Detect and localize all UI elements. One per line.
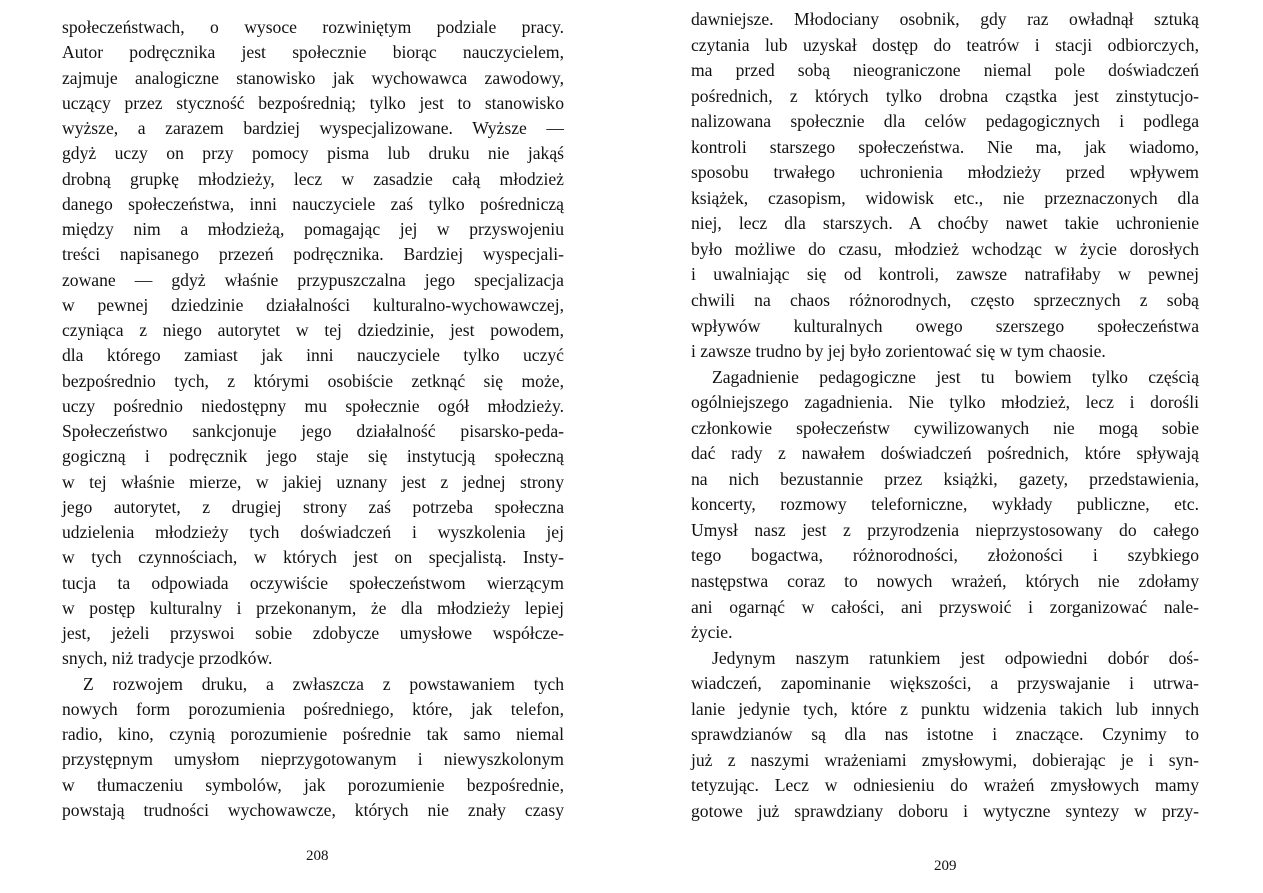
paragraph — [691, 365, 1199, 646]
text-line: uczący przez styczność bezpośrednią; tylko jest to stanowisko — [62, 92, 564, 113]
text-line: Zagadnienie pedagogiczne jest tu bowiem tylko częścią — [712, 366, 1199, 387]
text-line: książek, czasopism, widowisk etc., nie przeznaczonych dla — [691, 187, 1199, 208]
text-line: i uwalniając się od kontroli, zawsze natrafiłaby w pewnej — [691, 264, 1199, 285]
right-page-text — [691, 7, 1199, 825]
text-line: dawniejsze. Młodociany osobnik, gdy raz owładnął sztuką — [691, 9, 1199, 29]
text-line: udzielenia młodzieży tych doświadczeń i wyszkolenia jej — [62, 522, 564, 542]
text-line: lanie jedynie tych, które z punktu widzenia takich lub innych — [691, 698, 1199, 719]
text-line: wpływów kulturalnych owego szerszego społeczeństwa — [691, 315, 1199, 336]
text-line: czytania lub uzyskał dostęp do teatrów i stacji odbiorczych, — [691, 34, 1199, 55]
text-line: gdyż uczy on przy pomocy pisma lub druku nie jakąś — [62, 143, 564, 164]
text-line: już z naszymi wrażeniami zmysłowymi, dobierając je i syn- — [691, 749, 1199, 770]
text-line: ogólniejszego zagadnienia. Nie tylko młodzież, lecz i dorośli — [691, 392, 1199, 413]
text-line: czyniąca z niego autorytet w tej dziedzinie, jest powodem, — [62, 320, 564, 340]
text-line: życie. — [691, 622, 733, 643]
text-line: Umysł nasz jest z przyrodzenia nieprzystosowany do całego — [691, 519, 1199, 540]
text-line: w postęp kulturalny i przekonanym, że dla młodzieży lepiej — [62, 597, 564, 618]
text-line: w pewnej dziedzinie działalności kulturalno-wychowawczej, — [62, 294, 564, 315]
text-line: powstają trudności wychowawcze, których nie znały czasy — [62, 799, 564, 820]
text-line: wyższe, a zarazem bardziej wyspecjalizowane. Wyższe — — [62, 118, 564, 138]
text-line: gotowe już sprawdziany doboru i wytyczne syntezy w przy- — [691, 800, 1199, 821]
text-line: chwili na chaos różnorodnych, często sprzecznych z sobą — [691, 290, 1199, 311]
text-line: Jedynym naszym ratunkiem jest odpowiedni dobór doś- — [712, 647, 1199, 668]
text-line: wiadczeń, zapominanie większości, a przyswajanie i utrwa- — [691, 673, 1199, 694]
text-line: społeczeństwach, o wysoce rozwiniętym podziale pracy. — [62, 17, 564, 37]
left-page-text — [62, 15, 564, 823]
text-line: w tłumaczeniu symbolów, jak porozumienie bezpośrednie, — [62, 774, 564, 795]
text-line: Z rozwojem druku, a zwłaszcza z powstawaniem tych — [83, 673, 564, 694]
text-line: pośrednich, z których tylko drobna cząstka jest zinstytucjo- — [691, 85, 1199, 106]
text-line: nowych form porozumienia pośredniego, które, jak telefon, — [62, 698, 564, 719]
text-line: i zawsze trudno by jej było zorientować się w tym chaosie. — [691, 341, 1106, 362]
text-line: bezpośrednio tych, z którymi osobiście zetknąć się może, — [62, 370, 564, 391]
page-number-right: 209 — [934, 858, 957, 874]
text-line: treści napisanego przezeń podręcznika. Bardziej wyspecjali- — [62, 244, 564, 265]
text-line: jest, jeżeli przyswoi sobie zdobycze umysłowe współcze- — [62, 623, 564, 643]
text-line: uczy pośrednio niedostępny mu społecznie ogół młodzieży. — [62, 395, 564, 416]
text-line: następstwa coraz to nowych wrażeń, których nie zdołamy — [691, 571, 1199, 592]
text-line: przystępnym umysłom nieprzygotowanym i niewyszkolonym — [62, 749, 564, 770]
text-line: dać rady z nawałem doświadczeń pośrednich, które spływają — [691, 443, 1199, 464]
text-line: ma przed sobą nieograniczone niemal pole doświadczeń — [691, 60, 1199, 81]
text-line: danego społeczeństwa, inni nauczyciele zaś tylko pośredniczą — [62, 193, 564, 214]
text-line: tetyzując. Lecz w odniesieniu do wrażeń zmysłowych mamy — [691, 775, 1199, 796]
text-line: sprawdzianów są dla nas istotne i znaczące. Czynimy to — [691, 724, 1199, 745]
text-line: członkowie społeczeństw cywilizowanych nie mogą sobie — [691, 417, 1199, 438]
text-line: niej, lecz dla starszych. A choćby nawet takie uchronienie — [691, 213, 1199, 234]
text-line: między nim a młodzieżą, pomagając jej w przyswojeniu — [62, 219, 564, 239]
text-line: jego autorytet, z drugiej strony zaś potrzeba społeczna — [62, 496, 564, 517]
text-line: koncerty, rozmowy teleforniczne, wykłady publiczne, etc. — [691, 494, 1199, 515]
text-line: snych, niż tradycje przodków. — [62, 648, 273, 669]
paragraph — [62, 15, 564, 672]
page-number-left: 208 — [306, 848, 329, 864]
text-line: gogiczną i podręcznik jego staje się instytucją społeczną — [62, 446, 564, 467]
text-line: sposobu trwałego uchronienia młodzieży przed wpływem — [691, 162, 1199, 183]
text-line: na nich bezustannie przez książki, gazety, przedstawienia, — [691, 468, 1199, 489]
text-line: zajmuje analogiczne stanowisko jak wychowawca zawodowy, — [62, 67, 564, 88]
text-line: w tych czynnościach, w których jest on specjalistą. Insty- — [62, 547, 564, 568]
text-line: radio, kino, czynią porozumienie pośrednie tak samo niemal — [62, 724, 564, 744]
paragraph — [691, 7, 1199, 365]
text-line: tego bogactwa, różnorodności, złożoności i szybkiego — [691, 545, 1199, 566]
text-line: drobną grupkę młodzieży, lecz w zasadzie całą młodzież — [62, 168, 564, 189]
text-line: tucja ta odpowiada oczywiście społeczeństwom wierzącym — [62, 572, 564, 593]
text-line: kontroli starszego społeczeństwa. Nie ma, jak wiadomo, — [691, 136, 1199, 157]
text-line: ani ogarnąć w całości, ani przyswoić i zorganizować nale- — [691, 596, 1199, 617]
text-line: dla którego zamiast jak inni nauczyciele tylko uczyć — [62, 345, 564, 366]
text-line: w tej właśnie mierze, w jakiej uznany jest z jednej strony — [62, 471, 564, 492]
text-line: było możliwe do czasu, młodzież wchodząc w życie dorosłych — [691, 238, 1199, 259]
text-line: Autor podręcznika jest społecznie biorąc nauczycielem, — [62, 42, 564, 63]
text-line: zowane — gdyż właśnie przypuszczalna jego specjalizacja — [62, 269, 564, 290]
paragraph — [62, 672, 564, 824]
text-line: nalizowana społecznie dla celów pedagogicznych i podlega — [691, 111, 1199, 132]
text-line: Społeczeństwo sankcjonuje jego działalność pisarsko-peda- — [62, 421, 564, 441]
paragraph — [691, 646, 1199, 825]
